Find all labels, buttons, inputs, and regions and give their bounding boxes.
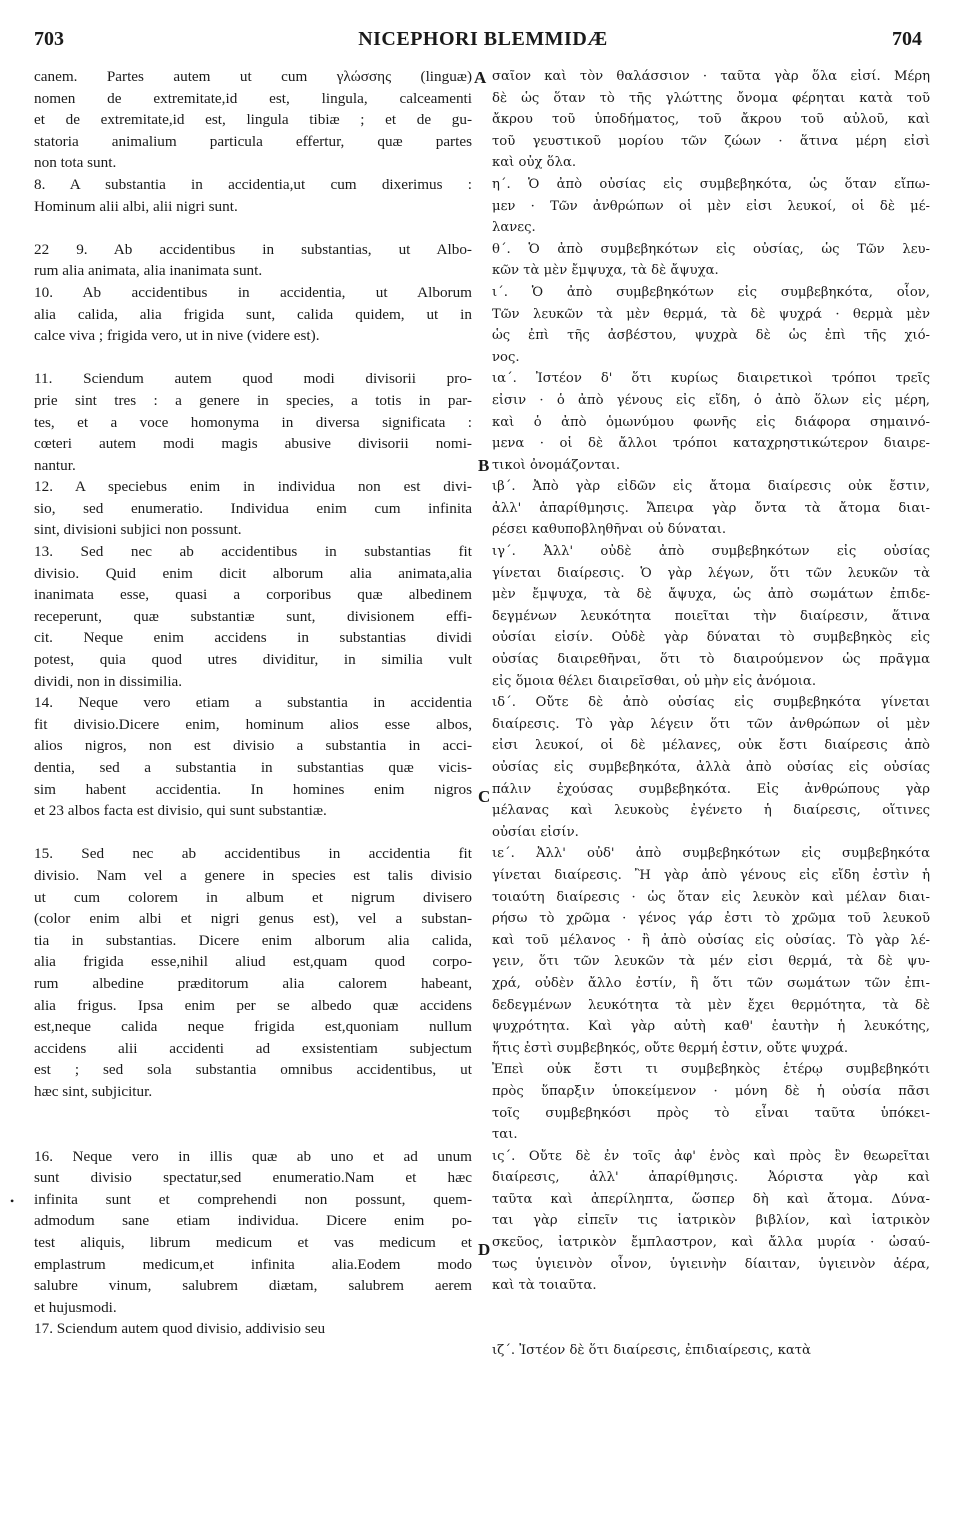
latin-spacer <box>34 822 472 844</box>
greek-text-line: ιζ΄. Ἰστέον δὲ ὅτι διαίρεσις, ἐπιδιαίρεσις, κατὰ <box>492 1343 811 1359</box>
greek-text-line: πρὸς ὕπαρξιν ὑποκείμενον · μόνη δὲ ἡ οὐσία πᾶσι <box>492 1083 930 1099</box>
latin-text-line: tes, et a voce homonyma in diversa significata : <box>34 413 472 431</box>
latin-text-line: divisio. Quid enim dicit alborum alia animata,alia <box>34 564 472 582</box>
greek-text-line: μενα · οἱ δὲ ἄλλοι τρόποι καταχρηστικώτερον διαιρε- <box>492 436 930 452</box>
latin-text-line: 17. Sciendum autem quod divisio, addivisio seu <box>34 1320 326 1338</box>
greek-text-line: ρήσω τὸ χρῶμα · γένος γάρ ἐστι τὸ χρῶμα τοῦ λευκοῦ <box>492 911 930 927</box>
greek-text-line: γίνεται διαίρεσις. Ἢ γὰρ ἀπὸ γένους εἰς εἴδη ἐστὶν ἡ <box>492 867 930 883</box>
greek-text-line: οὐσίαι εἰσίν. Οὐδὲ γὰρ δύναται τὸ συμβεβηκὸς εἰς <box>492 630 930 646</box>
latin-text-line: Hominum alii albi, alii nigri sunt. <box>34 197 238 215</box>
greek-text-line: ιδ΄. Οὔτε δὲ ἀπὸ οὐσίας εἰς συμβεβηκότα γίνεται <box>492 695 930 711</box>
margin-marker-c: C <box>478 787 491 806</box>
greek-text-line: οὐσίας εἰς συμβεβηκότα, ἀλλὰ ἀπὸ οὐσίας εἰς οὐσίας <box>492 760 930 775</box>
greek-text-line: ια΄. Ἰστέον δ' ὅτι κυρίως διαιρετικοὶ τρόποι τρεῖς <box>492 371 930 387</box>
greek-text-line: μεν · Τῶν ἀνθρώπων οἱ μὲν εἰσι λευκοί, οἱ δὲ μέ- <box>492 198 930 214</box>
greek-text-line: Τῶν λευκῶν τὰ μὲν θερμά, τὰ δὲ ψυχρά · θερμὰ μὲν <box>492 306 930 322</box>
greek-text-line: εἰσι λευκοί, οἱ δὲ μέλανες, οὐκ ἔστι διαίρεσις ἀπὸ <box>492 738 930 754</box>
latin-spacer <box>34 1124 472 1146</box>
latin-text-line: nantur. <box>34 456 76 474</box>
latin-text-line: accidens alii accidenti ad exsistentiam subjectum <box>34 1039 472 1057</box>
greek-text-line: καὶ τοῦ μέλανος · ἢ ἀπὸ οὐσίας εἰς οὐσίας. Τὸ γὰρ λέ- <box>492 932 930 948</box>
greek-text-line: Ἐπεὶ οὐκ ἔστι τι συμβεβηκὸς ἑτέρῳ συμβεβηκότι <box>492 1062 930 1078</box>
latin-text-line: salubre vinum, salubrem diætam, salubrem aerem <box>34 1277 472 1295</box>
greek-text-line: θ΄. Ὁ ἀπὸ συμβεβηκότων εἰς οὐσίας, ὡς Τῶν λευ- <box>492 241 930 257</box>
greek-text-line: γειν, ὅτι τῶν λευκῶν τὰ μέν εἰσι θερμά, τὰ δὲ ψυ- <box>492 954 930 970</box>
latin-text-line: 12. A speciebus enim in individua non est divi- <box>34 478 472 496</box>
latin-column <box>34 66 472 1340</box>
margin-dot: • <box>10 1194 15 1208</box>
greek-spacer <box>492 1297 930 1319</box>
latin-text-line: non tota sunt. <box>34 154 117 172</box>
greek-text-line: τοῖς συμβεβηκόσι πρὸς τὸ εἶναι ταῦτα ὑπόκει- <box>492 1105 930 1121</box>
latin-text-line: ut cum colorem in album et nigrum divisero <box>34 888 472 906</box>
latin-text-line: potest, quia quod utres dividitur, in similia vult <box>34 651 472 669</box>
latin-text-line: admodum sane etiam individua. Dicere enim po- <box>34 1212 472 1230</box>
latin-text-line: 8. A substantia in accidentia,ut cum dixerimus : <box>34 175 472 193</box>
latin-text-line: tia in substantias. Dicere enim alborum alia calida, <box>34 931 472 949</box>
latin-text-line: divisio. Nam vel a genere in species est talis divisio <box>34 866 472 884</box>
latin-text-line: inanimata esse, quasi a corporibus quæ albedinem <box>34 586 472 604</box>
greek-text-line: λανες. <box>492 220 536 236</box>
greek-text-line: ἄκρου τοῦ ὑποδήματος, τοῦ ἄκρου τοῦ αὐλοῦ, καὶ <box>492 112 930 128</box>
greek-text-line: τοῦ γευστικοῦ μορίου τῶν ζώων · ἅτινα μέρη εἰσὶ <box>492 133 930 149</box>
latin-text-line: rum albedine præditorum alia calorem habeant, <box>34 974 472 992</box>
greek-text-line: τοιαύτη διαίρεσις · ὡς ὅταν εἰς λευκὸν καὶ μέλαν διαι- <box>492 889 930 905</box>
latin-text-line: alios nigros, non est divisio a substantia in acci- <box>34 737 472 755</box>
latin-text-line: sio, sed enumeratio. Individua enim cum infinita <box>34 499 472 517</box>
greek-text-line: δεγμένων λευκότητα ποιεῖται τὴν διαίρεσιν, ἅτινα <box>492 608 930 624</box>
greek-text-line: πάλιν ἐχούσας συμβεβηκότα. Εἰς ἀνθρώπους γὰρ <box>492 781 930 797</box>
greek-text-line: εἰς ὅμοια θέλει διαιρεῖσθαι, οὐ μὴν εἰς ἀνόμοια. <box>492 673 817 689</box>
latin-text-line: est ; sed sola substantia omnibus accidentibus, ut <box>34 1061 472 1079</box>
greek-text-line: ιε΄. Ἀλλ' οὐδ' ἀπὸ συμβεβηκότων εἰς συμβεβηκότα <box>492 846 930 862</box>
margin-marker-a: A <box>474 68 487 87</box>
latin-text-line: prie sint tres : a genere in species, a totis in par- <box>34 391 472 409</box>
greek-text-line: ρέσει καθυποβληθῆναι οὐ δύναται. <box>492 522 727 538</box>
greek-text-line: καὶ ὁ ἀπὸ ὁμωνύμου φωνῆς εἰς διάφορα σημαινό- <box>492 414 930 430</box>
latin-text-line: (color enim albi et nigri genus est), vel a substan- <box>34 910 472 928</box>
latin-text-line: alia frigus. Ipsa enim per se albedo quæ accidens <box>34 996 472 1014</box>
greek-text-line: τως ὑγιεινὸν οἶνον, ὑγιεινὴν δίαιταν, ὑγιεινὸν ἀέρα, <box>492 1256 930 1272</box>
greek-text-line: μὲν ἔμψυχα, τὰ δὲ ἄψυχα, ὡς ἀπὸ σωμάτων ἐπιδε- <box>492 587 930 603</box>
latin-text-line: est,neque calida neque frigida est,quoniam nullum <box>34 1018 472 1036</box>
greek-text-line: διαίρεσις. Τὸ γὰρ λέγειν ὅτι τῶν ἀνθρώπων οἱ μὲν <box>492 716 930 732</box>
latin-text-line: 22 9. Ab accidentibus in substantias, ut Albo- <box>34 240 472 258</box>
greek-text-line: εἰσιν · ὁ ἀπὸ γένους εἰς εἴδη, ὁ ἀπὸ ὅλων εἰς μέρη, <box>492 392 930 408</box>
greek-text-line: νος. <box>492 349 520 365</box>
greek-text-line: γίνεται διαίρεσις. Ὁ γὰρ λέγων, ὅτι τῶν λευκῶν τὰ <box>492 565 930 581</box>
latin-text-line: emplastrum medicum,et infinita alia.Eodem modo <box>34 1255 472 1273</box>
right-page-number: 704 <box>892 28 922 50</box>
greek-column <box>492 66 930 1362</box>
latin-text-line: 14. Neque vero etiam a substantia in accidentia <box>34 694 472 712</box>
greek-text-line: μέλανας καὶ λευκοὺς ἐγένετο ἡ διαίρεσις, οἵτινες <box>492 803 930 819</box>
greek-text-line: ἥτις ἐστὶ συμβεβηκός, οὔτε θερμή ἐστιν, οὔτε ψυχρά. <box>492 1040 849 1056</box>
greek-spacer <box>492 1318 930 1340</box>
greek-text-line: διαίρεσις, ἀλλ' ἀπαρίθμησις. Ἀόριστα γὰρ καὶ <box>492 1170 930 1186</box>
greek-text-line: οὐσίαι εἰσίν. <box>492 824 579 840</box>
latin-text-line: 16. Neque vero in illis quæ ab uno et ad unum <box>34 1147 472 1165</box>
greek-text-line: ιγ΄. Ἀλλ' οὐδὲ ἀπὸ συμβεβηκότων εἰς οὐσίας <box>492 544 930 560</box>
latin-text-line: canem. Partes autem ut cum γλώσσης (linguæ) <box>34 68 472 85</box>
latin-text-line: dividi, non in dissimilia. <box>34 672 183 690</box>
greek-text-line: ις΄. Οὔτε δὲ ἐν τοῖς ἀφ' ἑνὸς καὶ πρὸς ἓν θεωρεῖται <box>492 1148 930 1164</box>
greek-text-line: καὶ οὐχ ὅλα. <box>492 155 577 171</box>
greek-text-line: ται. <box>492 1127 518 1143</box>
latin-spacer <box>34 347 472 369</box>
greek-text-line: σκεῦος, ἰατρικὸν ἔμπλαστρον, καὶ ἄλλα μυρία · ὡσαύ- <box>492 1235 930 1251</box>
latin-text-line: alia calida, alia frigida sunt, calida quidem, ut in <box>34 305 472 323</box>
greek-text-line: ιβ΄. Ἀπὸ γὰρ εἰδῶν εἰς ἄτομα διαίρεσις οὐκ ἔστιν, <box>492 479 930 495</box>
latin-text-line: 11. Sciendum autem quod modi divisorii pro- <box>34 370 472 388</box>
latin-text-line: sim habent accidentia. In homines enim nigros <box>34 780 472 798</box>
greek-text-line: σαῖον καὶ τὸν θαλάσσιον · ταῦτα γὰρ ὅλα εἰσί. Μέρη <box>492 69 930 84</box>
greek-text-line: οὐσίας διαιρεθῆναι, ὅτι τὸ διαιρούμενον ὡς πρᾶγμα <box>492 652 930 668</box>
margin-marker-d: D <box>478 1240 491 1259</box>
latin-text-line: calce viva ; frigida vero, ut in nive (videre est). <box>34 327 320 345</box>
latin-text-line: rum alia animata, alia inanimata sunt. <box>34 262 263 280</box>
latin-text-line: nomen de extremitate,id est, lingula, calceamenti <box>34 89 472 107</box>
greek-text-line: ψυχρότητα. Καὶ γὰρ αὐτὴ καθ' ἑαυτὴν ἡ λευκότης, <box>492 1019 930 1035</box>
latin-text-line: test aliquis, librum medicum et vas medicum et <box>34 1234 472 1252</box>
latin-text-line: fit divisio.Dicere enim, hominum alios esse albos, <box>34 715 472 733</box>
greek-text-line: δὲ ὡς ὅταν τὸ τῆς γλώττης ὄνομα φέρηται κατὰ τοῦ <box>492 90 930 106</box>
latin-text-line: dentia, sed a substantia in substantias quæ vicis- <box>34 759 472 776</box>
greek-text-line: κῶν τὰ μὲν ἔμψυχα, τὰ δὲ ἄψυχα. <box>492 263 719 279</box>
greek-text-line: καὶ τὰ τοιαῦτα. <box>492 1278 597 1294</box>
latin-text-line: cœteri autem modi magis abusive divisorii nomi- <box>34 435 472 453</box>
page-header <box>0 28 966 54</box>
latin-text-line: et hujusmodi. <box>34 1298 117 1316</box>
greek-text-line: η΄. Ὁ ἀπὸ οὐσίας εἰς συμβεβηκότα, ὡς ὅταν εἴπω- <box>492 176 930 192</box>
latin-spacer <box>34 1103 472 1125</box>
latin-text-line: sunt divisio spectatur,sed enumeratio.Nam et hæc <box>34 1169 472 1187</box>
running-title: NICEPHORI BLEMMIDÆ <box>358 28 608 50</box>
latin-text-line: statoria animalium particula effertur, quæ partes <box>34 132 472 150</box>
latin-text-line: hæc sint, subjicitur. <box>34 1082 153 1100</box>
greek-text-line: ταῦτα καὶ ἀπερίληπτα, ὥσπερ δὴ καὶ ἄτομα. Δύνα- <box>492 1191 930 1207</box>
latin-text-line: sint, divisioni subjici non possunt. <box>34 521 242 539</box>
latin-spacer <box>34 217 472 239</box>
greek-text-line: ἀλλ' ἀπαρίθμησις. Ἄπειρα γὰρ ὄντα τὰ ἄτομα διαι- <box>492 500 930 516</box>
greek-text-line: χρά, οὐδὲν ἄλλο ἐστίν, ἢ ὅτι τῶν σωμάτων τῶν ἐπι- <box>492 975 930 991</box>
latin-text-line: cit. Neque enim accidens in substantias dividi <box>34 629 472 647</box>
latin-text-line: et de extremitate,id est, lingula tibiæ ; et de gu- <box>34 111 472 129</box>
greek-text-line: ι΄. Ὁ ἀπὸ συμβεβηκότων εἰς συμβεβηκότα, οἷον, <box>492 284 930 300</box>
latin-text-line: et 23 albos facta est divisio, qui sunt substantiæ. <box>34 802 327 820</box>
latin-text-line: receperunt, quæ substantiæ sunt, divisionem effi- <box>34 607 472 625</box>
latin-text-line: infinita sunt et comprehendi non possunt, quem- <box>34 1190 472 1208</box>
greek-text-line: ὡς ἐπὶ τῆς ἀσβέστου, ψυχρὰ δὲ ὡς ἐπὶ τῆς χιό- <box>492 328 930 344</box>
greek-text-line: δεδεγμένων λευκότητα τὰ μὲν ἔχει θερμότητα, τὰ δὲ <box>492 997 930 1013</box>
latin-text-line: 15. Sed nec ab accidentibus in accidentia fit <box>34 845 472 863</box>
greek-text-line: τικοὶ ὀνομάζονται. <box>492 457 621 473</box>
margin-marker-b: B <box>478 456 490 475</box>
left-page-number: 703 <box>34 28 64 50</box>
latin-text-line: alia frigida esse,nihil aliud est,quam quod corpo- <box>34 953 472 971</box>
greek-text-line: ται γὰρ εἰπεῖν τις ἰατρικὸν βιβλίον, καὶ ἰατρικὸν <box>492 1213 930 1229</box>
latin-text-line: 10. Ab accidentibus in accidentia, ut Alborum <box>34 283 472 301</box>
latin-text-line: 13. Sed nec ab accidentibus in substantias fit <box>34 543 472 561</box>
